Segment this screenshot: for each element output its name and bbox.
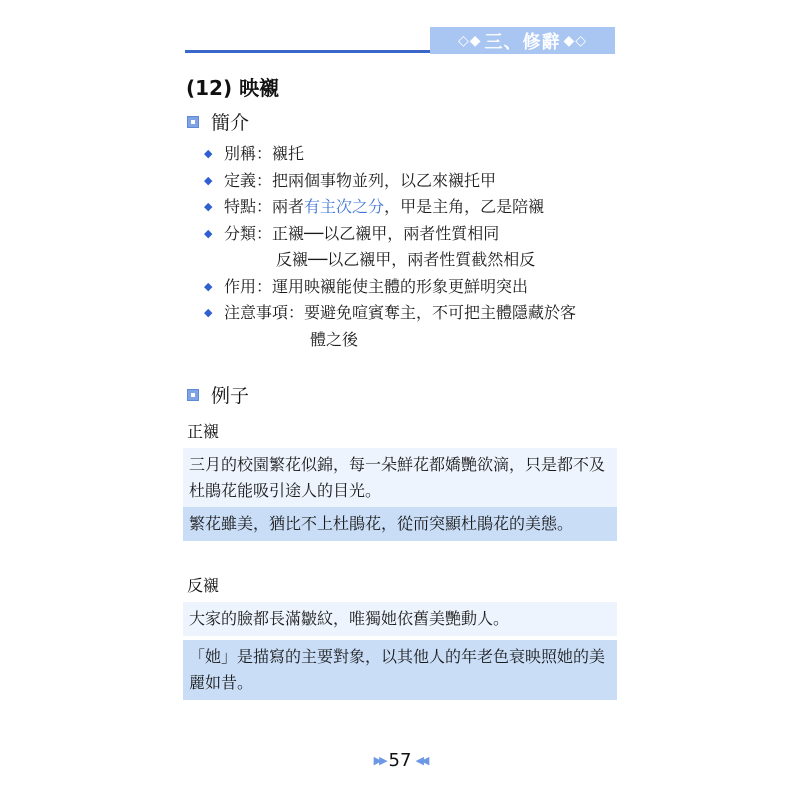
item-text-continued: 反襯──以乙襯甲，兩者性質截然相反 (276, 250, 536, 269)
square-bullet-icon (187, 116, 199, 128)
page-footer (0, 750, 800, 771)
section-title: (12) 映襯 (186, 76, 280, 100)
item-label: 定義 (224, 170, 257, 190)
examples-heading (187, 381, 249, 408)
explanation-box: 繁花雖美，猶比不上杜鵑花，從而突顯杜鵑花的美態。 (183, 507, 617, 541)
diamond-bullet-icon: ◆ (204, 279, 213, 293)
item-text: 要避免喧賓奪主，不可把主體隱藏於客 (304, 303, 577, 322)
header-rule (185, 50, 431, 53)
item-label: 作用 (224, 276, 257, 296)
intro-heading-label: 簡介 (211, 112, 250, 134)
item-text: 運用映襯能使主體的形象更鮮明突出 (272, 276, 529, 296)
diamond-bullet-icon: ◆ (204, 147, 213, 160)
diamond-decoration-right: ◆◇ (563, 32, 588, 49)
list-item: ◆ 注意事項：要避免喧賓奪主，不可把主體隱藏於客 體之後 (204, 300, 576, 353)
item-label: 特點 (224, 197, 257, 216)
explanation-box: 「她」是描寫的主要對象，以其他人的年老色衰映照她的美麗如昔。 (183, 640, 617, 700)
square-bullet-icon (187, 389, 199, 401)
item-text: 把兩個事物並列，以乙來襯托甲 (272, 170, 497, 190)
item-text-continued: 體之後 (310, 329, 359, 349)
diamond-bullet-icon: ◆ (204, 226, 213, 240)
example-group-label: 反襯 (187, 576, 220, 595)
list-item: ◆ 作用：運用映襯能使主體的形象更鮮明突出 (204, 274, 576, 301)
highlighted-text: 有主次之分 (304, 197, 385, 216)
item-label: 分類 (224, 223, 257, 243)
list-item: ◆ 別稱：襯托 (204, 141, 576, 168)
example-text-box: 三月的校園繁花似錦，每一朵鮮花都嬌艷欲滴，只是都不及杜鵑花能吸引途人的目光。 (183, 448, 617, 508)
item-text: 正襯──以乙襯甲，兩者性質相同 (272, 223, 500, 243)
diamond-bullet-icon: ◆ (204, 173, 213, 187)
diamond-bullet-icon: ◆ (204, 200, 213, 213)
example-text-box: 大家的臉都長滿皺紋，唯獨她依舊美艷動人。 (183, 602, 617, 636)
list-item: ◆ 定義：把兩個事物並列，以乙來襯托甲 (204, 168, 576, 195)
examples-heading-label: 例子 (211, 385, 250, 407)
item-text: ，甲是主角，乙是陪襯 (384, 197, 545, 216)
double-arrow-right-icon: ▶▶ (373, 754, 385, 767)
list-item: ◆ 特點：兩者有主次之分，甲是主角，乙是陪襯 (204, 194, 576, 221)
chapter-title: 三、修辭 (484, 31, 561, 53)
item-label: 注意事項 (224, 303, 289, 322)
item-label: 別稱 (224, 144, 257, 163)
double-arrow-left-icon: ◀◀ (415, 754, 427, 767)
page-number: 57 (388, 750, 412, 771)
item-text: 兩者 (272, 197, 305, 216)
diamond-decoration-left: ◇◆ (457, 32, 482, 49)
item-text: 襯托 (272, 144, 305, 163)
list-item: ◆ 分類：正襯──以乙襯甲，兩者性質相同 反襯──以乙襯甲，兩者性質截然相反 (204, 221, 576, 274)
example-group-label: 正襯 (187, 422, 220, 441)
diamond-bullet-icon: ◆ (204, 306, 213, 319)
chapter-tab (430, 27, 615, 54)
intro-heading (187, 108, 249, 135)
intro-list (204, 141, 576, 353)
